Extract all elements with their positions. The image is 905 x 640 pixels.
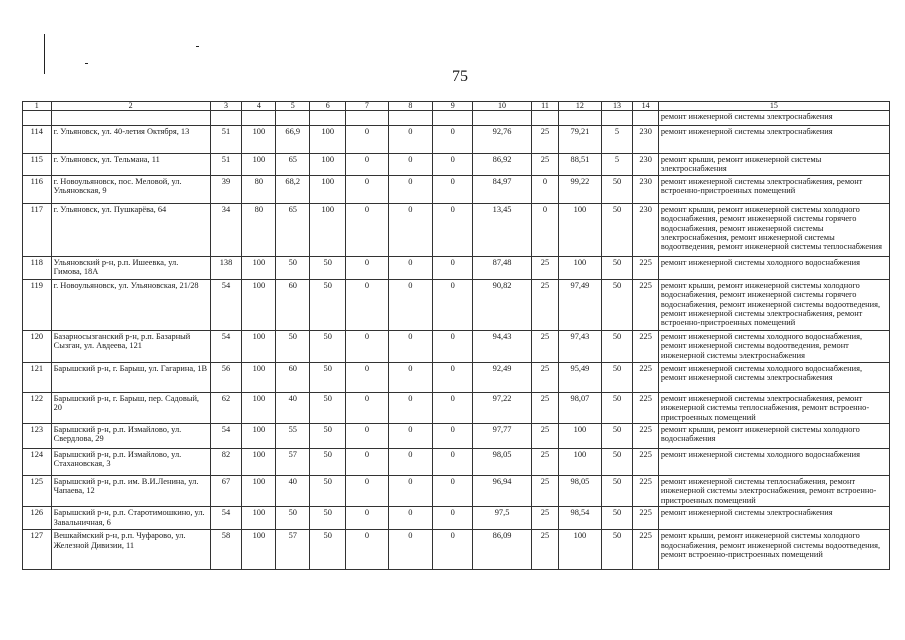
value-cell-c11: 25 — [531, 279, 559, 330]
value-cell-c14: 225 — [633, 476, 658, 507]
value-cell-c14: 230 — [633, 175, 658, 203]
value-cell-c14: 225 — [633, 530, 658, 570]
column-number-cell: 12 — [559, 102, 601, 111]
value-cell-c7: 0 — [346, 507, 388, 530]
works-cell: ремонт крыши, ремонт инженерной системы электроснабжения — [658, 154, 889, 176]
row-number-cell: 124 — [23, 449, 52, 476]
value-cell-c11: 0 — [531, 175, 559, 203]
value-cell-c10: 97,22 — [473, 392, 531, 423]
address-cell: Базарносызганский р-н, р.п. Базарный Сызган, ул. Авдеева, 121 — [51, 330, 210, 362]
value-cell-c7: 0 — [346, 175, 388, 203]
value-cell-c10: 86,92 — [473, 154, 531, 176]
value-cell-c14: 225 — [633, 362, 658, 392]
value-cell-c9: 0 — [433, 507, 473, 530]
value-cell-c8: 0 — [388, 449, 433, 476]
works-cell: ремонт крыши, ремонт инженерной системы холодного водоснабжения, ремонт инженерной системы горячего водоснабжения, ремонт инженерной системы водоотведения, ремонт инженерной системы электроснабжения, ремонт встроенно-пристроенных помещений — [658, 279, 889, 330]
works-cell: ремонт инженерной системы холодного водоснабжения, ремонт инженерной системы электроснабжения — [658, 362, 889, 392]
value-cell-c8: 0 — [388, 330, 433, 362]
value-cell-c4: 100 — [242, 362, 276, 392]
value-cell-c14: 225 — [633, 392, 658, 423]
works-cell: ремонт инженерной системы холодного водоснабжения, ремонт инженерной системы водоотведения, ремонт инженерной системы электроснабжения — [658, 330, 889, 362]
row-number-cell: 126 — [23, 507, 52, 530]
value-cell-c6: 50 — [310, 330, 346, 362]
value-cell-c8: 0 — [388, 424, 433, 449]
page-number: 75 — [452, 68, 468, 85]
carryover-row — [23, 111, 890, 126]
value-cell-c14: 225 — [633, 507, 658, 530]
address-cell: Барышский р-н, р.п. Старотимошкино, ул. Завальничная, 6 — [51, 507, 210, 530]
empty-cell — [23, 111, 52, 126]
value-cell-c3: 51 — [210, 154, 242, 176]
table-row — [23, 507, 890, 530]
value-cell-c6: 100 — [310, 154, 346, 176]
empty-cell — [601, 111, 633, 126]
address-cell: Ульяновский р-н, р.п. Ишеевка, ул. Гимова, 18А — [51, 256, 210, 279]
value-cell-c8: 0 — [388, 507, 433, 530]
table-row — [23, 203, 890, 256]
value-cell-c13: 50 — [601, 330, 633, 362]
value-cell-c7: 0 — [346, 530, 388, 570]
address-cell: Вешкаймский р-н, р.п. Чуфарово, ул. Железной Дивизии, 11 — [51, 530, 210, 570]
address-cell: г. Ульяновск, ул. Пушкарёва, 64 — [51, 203, 210, 256]
value-cell-c8: 0 — [388, 175, 433, 203]
works-cell: ремонт инженерной системы холодного водоснабжения — [658, 256, 889, 279]
value-cell-c14: 230 — [633, 126, 658, 154]
value-cell-c3: 58 — [210, 530, 242, 570]
value-cell-c3: 39 — [210, 175, 242, 203]
value-cell-c4: 100 — [242, 392, 276, 423]
value-cell-c14: 225 — [633, 424, 658, 449]
table-row — [23, 476, 890, 507]
column-number-row — [23, 102, 890, 111]
value-cell-c4: 100 — [242, 256, 276, 279]
value-cell-c7: 0 — [346, 256, 388, 279]
value-cell-c12: 98,07 — [559, 392, 601, 423]
value-cell-c6: 50 — [310, 256, 346, 279]
value-cell-c3: 34 — [210, 203, 242, 256]
works-cell: ремонт крыши, ремонт инженерной системы холодного водоснабжения, ремонт инженерной системы водоотведения, ремонт встроенно-пристроенных помещений — [658, 530, 889, 570]
value-cell-c10: 87,48 — [473, 256, 531, 279]
value-cell-c12: 100 — [559, 256, 601, 279]
value-cell-c13: 5 — [601, 126, 633, 154]
value-cell-c6: 50 — [310, 424, 346, 449]
address-cell: Барышский р-н, г. Барыш, пер. Садовый, 20 — [51, 392, 210, 423]
empty-cell — [310, 111, 346, 126]
value-cell-c7: 0 — [346, 392, 388, 423]
value-cell-c12: 95,49 — [559, 362, 601, 392]
value-cell-c3: 54 — [210, 279, 242, 330]
value-cell-c5: 65 — [276, 154, 310, 176]
repair-program-table — [22, 101, 890, 570]
column-number-cell: 8 — [388, 102, 433, 111]
table-row — [23, 530, 890, 570]
column-number-cell: 15 — [658, 102, 889, 111]
value-cell-c8: 0 — [388, 203, 433, 256]
value-cell-c11: 25 — [531, 362, 559, 392]
value-cell-c3: 56 — [210, 362, 242, 392]
value-cell-c14: 225 — [633, 449, 658, 476]
table-row — [23, 175, 890, 203]
empty-cell — [559, 111, 601, 126]
value-cell-c5: 50 — [276, 507, 310, 530]
row-number-cell: 127 — [23, 530, 52, 570]
value-cell-c5: 65 — [276, 203, 310, 256]
column-number-cell: 14 — [633, 102, 658, 111]
value-cell-c4: 100 — [242, 330, 276, 362]
value-cell-c9: 0 — [433, 126, 473, 154]
value-cell-c10: 94,43 — [473, 330, 531, 362]
empty-cell — [531, 111, 559, 126]
value-cell-c8: 0 — [388, 256, 433, 279]
works-cell: ремонт крыши, ремонт инженерной системы холодного водоснабжения, ремонт инженерной системы горячего водоснабжения, ремонт инженерной системы электроснабжения, ремонт инженерной системы водоотведения, ремонт инженерной системы теплоснабжения — [658, 203, 889, 256]
value-cell-c12: 100 — [559, 449, 601, 476]
value-cell-c6: 50 — [310, 476, 346, 507]
value-cell-c13: 5 — [601, 154, 633, 176]
address-cell: г. Ульяновск, ул. 40-летия Октября, 13 — [51, 126, 210, 154]
value-cell-c5: 50 — [276, 330, 310, 362]
works-cell: ремонт инженерной системы электроснабжения — [658, 507, 889, 530]
column-number-cell: 2 — [51, 102, 210, 111]
value-cell-c10: 96,94 — [473, 476, 531, 507]
table-row — [23, 154, 890, 176]
value-cell-c5: 60 — [276, 279, 310, 330]
value-cell-c11: 25 — [531, 449, 559, 476]
value-cell-c11: 25 — [531, 256, 559, 279]
column-number-cell: 6 — [310, 102, 346, 111]
value-cell-c4: 100 — [242, 126, 276, 154]
table-row — [23, 424, 890, 449]
value-cell-c3: 51 — [210, 126, 242, 154]
value-cell-c8: 0 — [388, 279, 433, 330]
value-cell-c13: 50 — [601, 424, 633, 449]
value-cell-c9: 0 — [433, 424, 473, 449]
row-number-cell: 118 — [23, 256, 52, 279]
value-cell-c3: 62 — [210, 392, 242, 423]
empty-cell — [210, 111, 242, 126]
value-cell-c10: 86,09 — [473, 530, 531, 570]
value-cell-c8: 0 — [388, 476, 433, 507]
value-cell-c13: 50 — [601, 392, 633, 423]
value-cell-c4: 80 — [242, 175, 276, 203]
value-cell-c5: 40 — [276, 392, 310, 423]
value-cell-c7: 0 — [346, 279, 388, 330]
address-cell: Барышский р-н, р.п. Измайлово, ул. Стахановская, 3 — [51, 449, 210, 476]
value-cell-c11: 25 — [531, 507, 559, 530]
address-cell: Барышский р-н, р.п. Измайлово, ул. Свердлова, 29 — [51, 424, 210, 449]
value-cell-c5: 55 — [276, 424, 310, 449]
value-cell-c3: 82 — [210, 449, 242, 476]
works-cell: ремонт инженерной системы электроснабжения — [658, 126, 889, 154]
table-row — [23, 279, 890, 330]
value-cell-c11: 25 — [531, 530, 559, 570]
column-number-cell: 11 — [531, 102, 559, 111]
value-cell-c9: 0 — [433, 330, 473, 362]
value-cell-c10: 92,49 — [473, 362, 531, 392]
value-cell-c14: 225 — [633, 279, 658, 330]
value-cell-c12: 100 — [559, 203, 601, 256]
value-cell-c3: 54 — [210, 330, 242, 362]
value-cell-c14: 225 — [633, 330, 658, 362]
empty-cell — [473, 111, 531, 126]
value-cell-c11: 25 — [531, 476, 559, 507]
column-number-cell: 5 — [276, 102, 310, 111]
value-cell-c5: 57 — [276, 449, 310, 476]
value-cell-c8: 0 — [388, 154, 433, 176]
value-cell-c14: 230 — [633, 154, 658, 176]
row-number-cell: 116 — [23, 175, 52, 203]
row-number-cell: 114 — [23, 126, 52, 154]
value-cell-c5: 40 — [276, 476, 310, 507]
value-cell-c13: 50 — [601, 476, 633, 507]
value-cell-c12: 98,54 — [559, 507, 601, 530]
table-row — [23, 126, 890, 154]
value-cell-c6: 50 — [310, 530, 346, 570]
value-cell-c13: 50 — [601, 530, 633, 570]
value-cell-c6: 50 — [310, 392, 346, 423]
value-cell-c9: 0 — [433, 279, 473, 330]
row-number-cell: 122 — [23, 392, 52, 423]
empty-cell — [276, 111, 310, 126]
value-cell-c9: 0 — [433, 449, 473, 476]
row-number-cell: 123 — [23, 424, 52, 449]
value-cell-c5: 60 — [276, 362, 310, 392]
value-cell-c11: 0 — [531, 203, 559, 256]
empty-cell — [51, 111, 210, 126]
value-cell-c4: 100 — [242, 507, 276, 530]
value-cell-c12: 97,43 — [559, 330, 601, 362]
value-cell-c8: 0 — [388, 392, 433, 423]
value-cell-c4: 100 — [242, 424, 276, 449]
value-cell-c11: 25 — [531, 330, 559, 362]
value-cell-c7: 0 — [346, 449, 388, 476]
column-number-cell: 13 — [601, 102, 633, 111]
value-cell-c14: 225 — [633, 256, 658, 279]
empty-cell — [242, 111, 276, 126]
scan-speck — [196, 46, 199, 47]
empty-cell — [633, 111, 658, 126]
row-number-cell: 120 — [23, 330, 52, 362]
column-number-cell: 9 — [433, 102, 473, 111]
value-cell-c7: 0 — [346, 126, 388, 154]
value-cell-c8: 0 — [388, 126, 433, 154]
value-cell-c12: 100 — [559, 424, 601, 449]
scan-speck — [85, 63, 88, 64]
value-cell-c10: 92,76 — [473, 126, 531, 154]
value-cell-c4: 100 — [242, 449, 276, 476]
value-cell-c11: 25 — [531, 424, 559, 449]
value-cell-c5: 68,2 — [276, 175, 310, 203]
value-cell-c9: 0 — [433, 362, 473, 392]
row-number-cell: 115 — [23, 154, 52, 176]
value-cell-c12: 99,22 — [559, 175, 601, 203]
value-cell-c10: 97,77 — [473, 424, 531, 449]
value-cell-c11: 25 — [531, 392, 559, 423]
value-cell-c7: 0 — [346, 362, 388, 392]
value-cell-c6: 50 — [310, 449, 346, 476]
row-number-cell: 117 — [23, 203, 52, 256]
value-cell-c10: 90,82 — [473, 279, 531, 330]
value-cell-c3: 67 — [210, 476, 242, 507]
value-cell-c11: 25 — [531, 154, 559, 176]
row-number-cell: 125 — [23, 476, 52, 507]
works-cell: ремонт инженерной системы теплоснабжения, ремонт инженерной системы электроснабжения, ремонт встроенно-пристроенных помещений — [658, 476, 889, 507]
value-cell-c6: 100 — [310, 203, 346, 256]
value-cell-c10: 97,5 — [473, 507, 531, 530]
table-row — [23, 256, 890, 279]
value-cell-c9: 0 — [433, 175, 473, 203]
empty-cell — [388, 111, 433, 126]
empty-cell — [433, 111, 473, 126]
value-cell-c11: 25 — [531, 126, 559, 154]
value-cell-c4: 100 — [242, 279, 276, 330]
address-cell: г. Новоульяновск, пос. Меловой, ул. Ульяновская, 9 — [51, 175, 210, 203]
value-cell-c9: 0 — [433, 392, 473, 423]
table-row — [23, 362, 890, 392]
value-cell-c7: 0 — [346, 154, 388, 176]
value-cell-c9: 0 — [433, 530, 473, 570]
address-cell: г. Новоульяновск, ул. Ульяновская, 21/28 — [51, 279, 210, 330]
value-cell-c3: 54 — [210, 424, 242, 449]
value-cell-c6: 50 — [310, 362, 346, 392]
column-number-cell: 10 — [473, 102, 531, 111]
value-cell-c13: 50 — [601, 279, 633, 330]
value-cell-c9: 0 — [433, 203, 473, 256]
value-cell-c13: 50 — [601, 507, 633, 530]
works-cell: ремонт инженерной системы электроснабжения — [658, 111, 889, 126]
value-cell-c13: 50 — [601, 362, 633, 392]
address-cell: г. Ульяновск, ул. Тельмана, 11 — [51, 154, 210, 176]
value-cell-c8: 0 — [388, 362, 433, 392]
value-cell-c7: 0 — [346, 424, 388, 449]
value-cell-c7: 0 — [346, 330, 388, 362]
value-cell-c10: 98,05 — [473, 449, 531, 476]
value-cell-c5: 57 — [276, 530, 310, 570]
column-number-cell: 1 — [23, 102, 52, 111]
value-cell-c12: 97,49 — [559, 279, 601, 330]
works-cell: ремонт инженерной системы электроснабжения, ремонт встроенно-пристроенных помещений — [658, 175, 889, 203]
value-cell-c12: 79,21 — [559, 126, 601, 154]
value-cell-c12: 98,05 — [559, 476, 601, 507]
value-cell-c4: 100 — [242, 530, 276, 570]
column-number-cell: 4 — [242, 102, 276, 111]
value-cell-c7: 0 — [346, 203, 388, 256]
value-cell-c6: 100 — [310, 126, 346, 154]
value-cell-c5: 66,9 — [276, 126, 310, 154]
address-cell: Барышский р-н, г. Барыш, ул. Гагарина, 1В — [51, 362, 210, 392]
value-cell-c4: 100 — [242, 154, 276, 176]
value-cell-c9: 0 — [433, 256, 473, 279]
value-cell-c12: 100 — [559, 530, 601, 570]
table-row — [23, 449, 890, 476]
table-row — [23, 330, 890, 362]
works-cell: ремонт крыши, ремонт инженерной системы холодного водоснабжения — [658, 424, 889, 449]
value-cell-c13: 50 — [601, 256, 633, 279]
empty-cell — [346, 111, 388, 126]
value-cell-c6: 100 — [310, 175, 346, 203]
value-cell-c5: 50 — [276, 256, 310, 279]
value-cell-c13: 50 — [601, 175, 633, 203]
value-cell-c8: 0 — [388, 530, 433, 570]
address-cell: Барышский р-н, р.п. им. В.И.Ленина, ул. Чапаева, 12 — [51, 476, 210, 507]
value-cell-c7: 0 — [346, 476, 388, 507]
value-cell-c13: 50 — [601, 449, 633, 476]
value-cell-c6: 50 — [310, 279, 346, 330]
value-cell-c9: 0 — [433, 476, 473, 507]
value-cell-c4: 100 — [242, 476, 276, 507]
value-cell-c6: 50 — [310, 507, 346, 530]
value-cell-c12: 88,51 — [559, 154, 601, 176]
works-cell: ремонт инженерной системы холодного водоснабжения — [658, 449, 889, 476]
row-number-cell: 121 — [23, 362, 52, 392]
row-number-cell: 119 — [23, 279, 52, 330]
value-cell-c10: 13,45 — [473, 203, 531, 256]
value-cell-c4: 80 — [242, 203, 276, 256]
table-row — [23, 392, 890, 423]
value-cell-c14: 230 — [633, 203, 658, 256]
value-cell-c3: 138 — [210, 256, 242, 279]
column-number-cell: 7 — [346, 102, 388, 111]
value-cell-c9: 0 — [433, 154, 473, 176]
value-cell-c13: 50 — [601, 203, 633, 256]
value-cell-c10: 84,97 — [473, 175, 531, 203]
column-number-cell: 3 — [210, 102, 242, 111]
value-cell-c3: 54 — [210, 507, 242, 530]
works-cell: ремонт инженерной системы электроснабжения, ремонт инженерной системы теплоснабжения, ремонт встроенно-пристроенных помещений — [658, 392, 889, 423]
